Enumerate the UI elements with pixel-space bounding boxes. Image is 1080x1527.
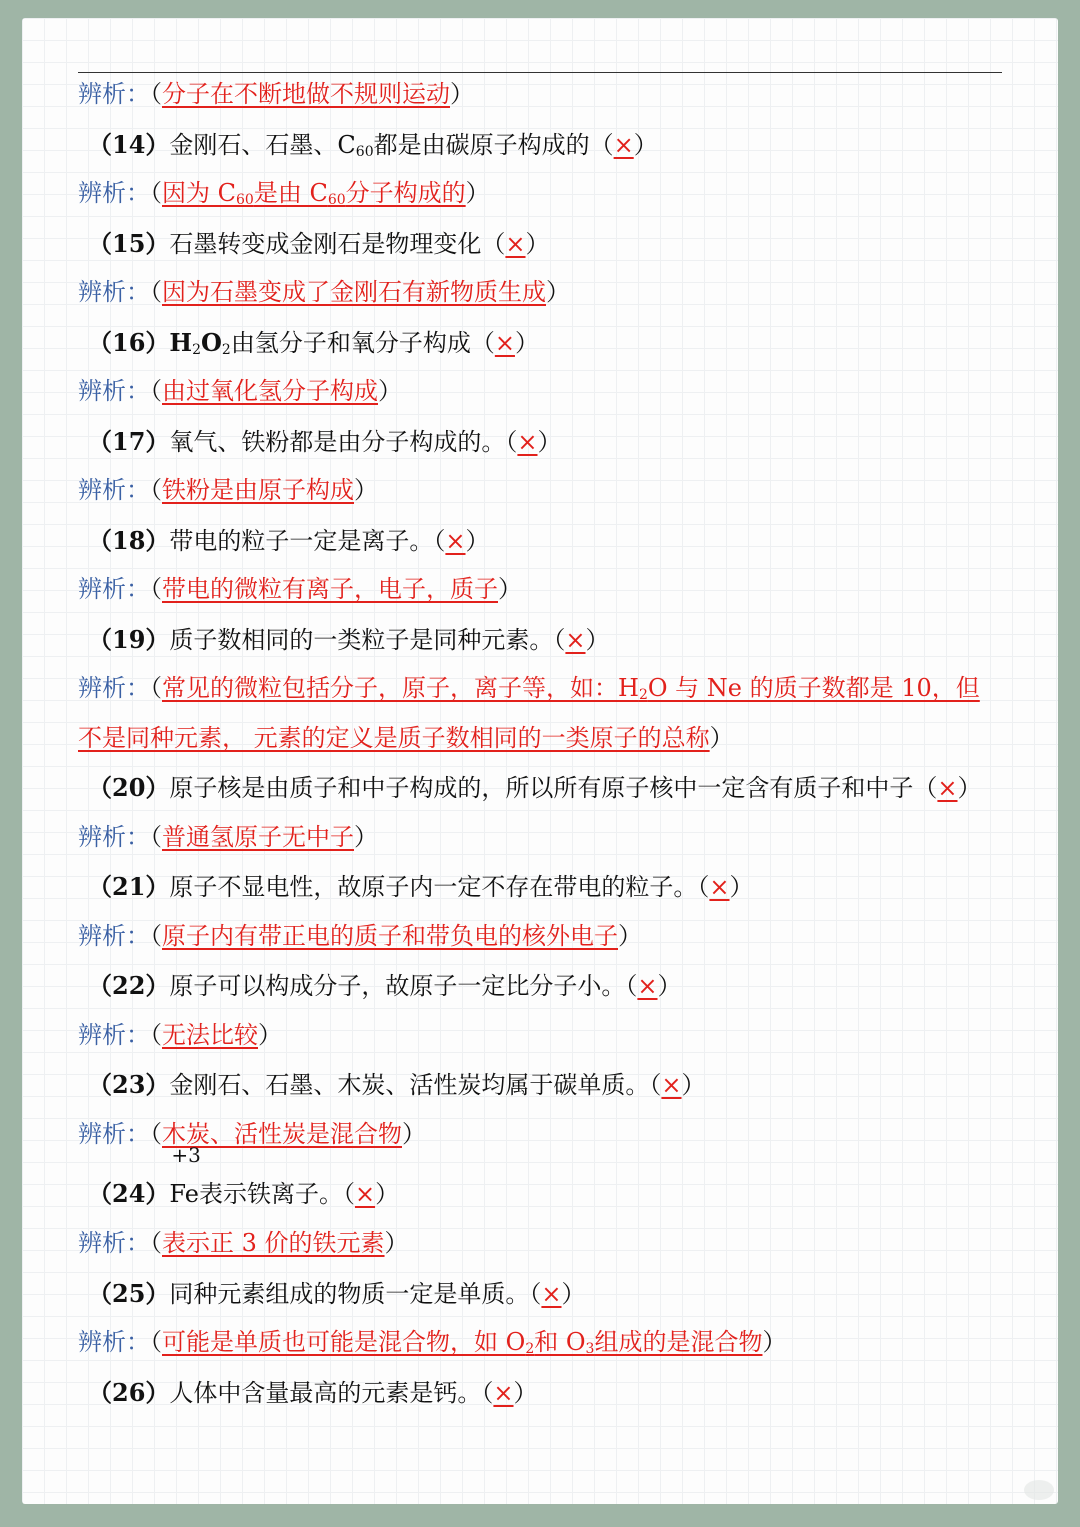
question-17: （17）氧气、铁粉都是由分子构成的。（×） — [88, 426, 562, 456]
answer-mark: × — [517, 427, 538, 456]
analysis-line-16: 辨析：（由过氧化氢分子构成） — [78, 377, 402, 405]
content — [78, 70, 1018, 1417]
analysis-text: 可能是单质也可能是混合物，如 $O_2$和 $O_3$组成的是混合物 — [162, 1328, 763, 1357]
corner-decoration — [1024, 1480, 1054, 1500]
answer-mark: × — [505, 229, 526, 258]
answer-mark: × — [493, 1378, 514, 1407]
analysis-text: 木炭、活性炭是混合物 — [162, 1119, 402, 1148]
question-number: （25） — [88, 1278, 170, 1308]
analysis-text: 由过氧化氢分子构成 — [162, 377, 378, 405]
answer-mark: × — [445, 526, 466, 555]
question-26: （26）人体中含量最高的元素是钙。（×） — [88, 1377, 538, 1407]
analysis-line-20: 辨析：（普通氢原子无中子） — [78, 822, 378, 851]
answer-mark: × — [661, 1071, 682, 1099]
question-number: （14） — [88, 129, 170, 159]
analysis-label: 辨析： — [78, 80, 150, 108]
question-number: （18） — [88, 525, 170, 555]
analysis-line-18: 辨析：（带电的微粒有离子，电子，质子） — [78, 575, 522, 603]
analysis-text: 因为 $C_{60}$是由 $C_{60}$分子构成的 — [162, 179, 466, 208]
analysis-line-15: 辨析：（因为石墨变成了金刚石有新物质生成） — [78, 278, 570, 306]
answer-mark: × — [541, 1279, 562, 1308]
answer-mark: × — [354, 1180, 376, 1208]
analysis-line-24: 辨析：（表示正 3 价的铁元素） — [78, 1229, 409, 1257]
analysis-text: 普通氢原子无中子 — [162, 822, 354, 851]
answer-mark: × — [613, 130, 634, 159]
question-number: （21） — [88, 872, 170, 901]
question-25: （25）同种元素组成的物质一定是单质。（×） — [88, 1278, 586, 1308]
question-24: （24） +3 Fe表示铁离子。（×） — [78, 1159, 1018, 1219]
question-14: （14）金刚石、石墨、$C_{60}$都是由碳原子构成的（×） — [88, 129, 658, 160]
question-number: （20） — [88, 773, 170, 802]
analysis-text: 分子在不断地做不规则运动 — [162, 80, 450, 108]
analysis-text: 带电的微粒有离子，电子，质子 — [162, 575, 498, 603]
iron-valence-symbol: +3 Fe — [169, 1143, 201, 1208]
question-number: （15） — [88, 228, 170, 258]
worksheet-page — [22, 18, 1058, 1504]
analysis-line-22: 辨析：（无法比较） — [78, 1020, 282, 1049]
question-number: （17） — [88, 426, 170, 456]
answer-mark: × — [565, 625, 586, 654]
question-number: （16） — [88, 327, 170, 357]
question-22: （22）原子可以构成分子，故原子一定比分子小。（×） — [88, 971, 682, 1000]
question-number: （24） — [88, 1179, 170, 1208]
question-20: （20）原子核是由质子和中子构成的，所以所有原子核中一定含有质子和中子（×） — [88, 773, 982, 802]
answer-mark: × — [937, 774, 958, 802]
question-number: （22） — [88, 971, 170, 1000]
answer-mark: × — [637, 972, 658, 1000]
answer-mark: × — [709, 873, 730, 901]
analysis-text: 常见的微粒包括分子，原子，离子等，如：$H_2O$ 与 Ne 的质子数都是 10，但 — [162, 674, 980, 703]
analysis-line-19b: 不是同种元素， 元素的定义是质子数相同的一类原子的总称） — [78, 723, 734, 752]
analysis-text: 因为石墨变成了金刚石有新物质生成 — [162, 278, 546, 306]
analysis-text: 表示正 3 价的铁元素 — [162, 1229, 385, 1257]
analysis-line-21: 辨析：（原子内有带正电的质子和带负电的核外电子） — [78, 921, 642, 950]
question-16: $(16)H_2O_2$由氢分子和氧分子构成（×） — [88, 327, 539, 358]
question-18: （18）带电的粒子一定是离子。（×） — [88, 525, 490, 555]
question-21: （21）原子不显电性，故原子内一定不存在带电的粒子。（×） — [88, 872, 754, 901]
analysis-line-14: 辨析：（因为 $C_{60}$是由 $C_{60}$分子构成的） — [78, 179, 490, 208]
question-number: （26） — [88, 1377, 170, 1407]
analysis-line-23: 辨析：（木炭、活性炭是混合物） — [78, 1119, 426, 1148]
question-number: （23） — [88, 1070, 170, 1099]
analysis-text: 不是同种元素， 元素的定义是质子数相同的一类原子的总称 — [78, 723, 710, 752]
analysis-line-17: 辨析：（铁粉是由原子构成） — [78, 476, 378, 504]
question-19: （19）质子数相同的一类粒子是同种元素。（×） — [88, 624, 610, 654]
question-number: （19） — [88, 624, 170, 654]
question-23: （23）金刚石、石墨、木炭、活性炭均属于碳单质。（×） — [88, 1070, 706, 1099]
analysis-line-25: 辨析：（可能是单质也可能是混合物，如 $O_2$和 $O_3$组成的是混合物） — [78, 1328, 787, 1357]
analysis-line-19a: 辨析：（常见的微粒包括分子，原子，离子等，如：$H_2O$ 与 Ne 的质子数都是 10，但 — [78, 674, 980, 703]
question-15: （15）石墨转变成金刚石是物理变化（×） — [88, 228, 550, 258]
analysis-line-13: 辨析：（分子在不断地做不规则运动） — [78, 80, 474, 108]
analysis-text: 无法比较 — [162, 1020, 258, 1049]
answer-mark: × — [494, 328, 515, 357]
analysis-text: 原子内有带正电的质子和带负电的核外电子 — [162, 921, 618, 950]
analysis-text: 铁粉是由原子构成 — [162, 476, 354, 504]
